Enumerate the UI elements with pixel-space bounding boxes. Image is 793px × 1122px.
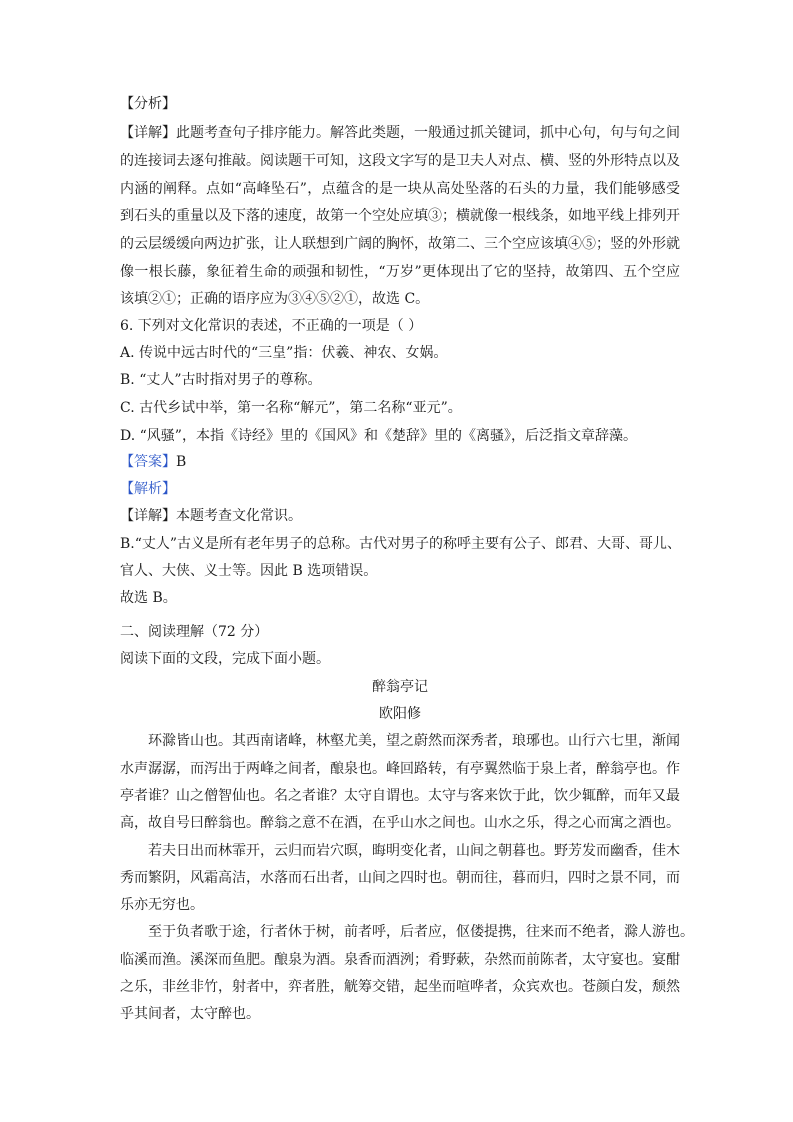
paragraph-3-line-2: 临溪而渔。溪深而鱼肥。酿泉为酒。泉香而酒洌；肴野蔌，杂然而前陈者，太守宴也。宴酣: [120, 952, 680, 968]
answer-value: B: [176, 454, 187, 470]
q6-explanation-line-1: B.“丈人”古义是所有老年男子的总称。古代对男子的称呼主要有公子、郎君、大哥、哥儿、: [120, 536, 682, 552]
paragraph-2-line-3: 乐亦无穷也。: [120, 897, 204, 913]
q6-conclusion: 故选 B。: [120, 590, 177, 606]
detail-line-3: 内涵的阐释。点如“高峰坠石”，点蕴含的是一块从高处坠落的石头的力量，我们能够感受: [120, 181, 680, 197]
question-6-stem: 6. 下列对文化常识的表述，不正确的一项是（ ）: [120, 318, 423, 334]
paragraph-3-line-3: 之乐，非丝非竹，射者中，弈者胜，觥筹交错，起坐而喧哗者，众宾欢也。苍颜白发，颓然: [120, 979, 680, 995]
passage-title: 醉翁亭记: [372, 679, 428, 695]
analysis-label: 【分析】: [120, 96, 176, 112]
paragraph-3-line-4: 乎其间者，太守醉也。: [120, 1006, 260, 1022]
paragraph-1-line-4: 高，故自号曰醉翁也。醉翁之意不在酒，在乎山水之间也。山水之乐，得之心而寓之酒也。: [120, 815, 680, 831]
paragraph-2-line-1: 若夫日出而林霏开，云归而岩穴暝，晦明变化者，山间之朝暮也。野芳发而幽香，佳木: [148, 843, 680, 859]
paragraph-1-line-1: 环滁皆山也。其西南诸峰，林壑尤美，望之蔚然而深秀者，琅琊也。山行六七里，渐闻: [148, 733, 680, 749]
q6-detail: 【详解】本题考查文化常识。: [120, 508, 302, 524]
option-c: C. 古代乡试中举，第一名称“解元”，第二名称“亚元”。: [120, 400, 462, 416]
section-2-instruction: 阅读下面的文段，完成下面小题。: [120, 651, 330, 667]
paragraph-1-line-3: 亭者谁？山之僧智仙也。名之者谁？太守自谓也。太守与客来饮于此，饮少辄醉，而年又最: [120, 788, 680, 804]
paragraph-3-line-1: 至于负者歌于途，行者休于树，前者呼，后者应，伛偻提携，往来而不绝者，滁人游也。: [148, 924, 694, 940]
detail-line-4: 到石头的重量以及下落的速度，故第一个空处应填③；横就像一根线条，如地平线上排列开: [120, 208, 680, 224]
detail-line-7: 该填②①；正确的语序应为③④⑤②①，故选 C。: [120, 291, 430, 307]
detail-line-2: 的连接词去逐句推敲。阅读题干可知，这段文字写的是卫夫人对点、横、竖的外形特点以及: [120, 153, 680, 169]
option-a: A. 传说中远古时代的“三皇”指：伏羲、神农、女娲。: [120, 345, 448, 361]
paragraph-2-line-2: 秀而繁阴，风霜高洁，水落而石出者，山间之四时也。朝而往，暮而归，四时之景不同，而: [120, 870, 680, 886]
detail-line-5: 的云层缓缓向两边扩张，让人联想到广阔的胸怀，故第二、三个空应该填④⑤；竖的外形就: [120, 236, 680, 252]
detail-line-1: 【详解】此题考查句子排序能力。解答此类题，一般通过抓关键词，抓中心句，句与句之间: [120, 125, 680, 141]
option-d: D. “风骚”，本指《诗经》里的《国风》和《楚辞》里的《离骚》，后泛指文章辞藻。: [120, 428, 637, 444]
answer-label: 【答案】: [120, 454, 176, 470]
option-b: B. “丈人”古时指对男子的尊称。: [120, 372, 322, 388]
detail-line-6: 像一根长藤，象征着生命的顽强和韧性，“万岁”更体现出了它的坚持，故第四、五个空应: [120, 264, 680, 280]
section-2-heading: 二、阅读理解（72 分）: [120, 624, 269, 640]
jiexi-label: 【解析】: [120, 481, 176, 497]
answer-line: [120, 452, 680, 472]
q6-explanation-line-2: 官人、大侠、义士等。因此 B 选项错误。: [120, 563, 378, 579]
passage-author: 欧阳修: [379, 706, 421, 722]
paragraph-1-line-2: 水声潺潺，而泻出于两峰之间者，酿泉也。峰回路转，有亭翼然临于泉上者，醉翁亭也。作: [120, 761, 680, 777]
